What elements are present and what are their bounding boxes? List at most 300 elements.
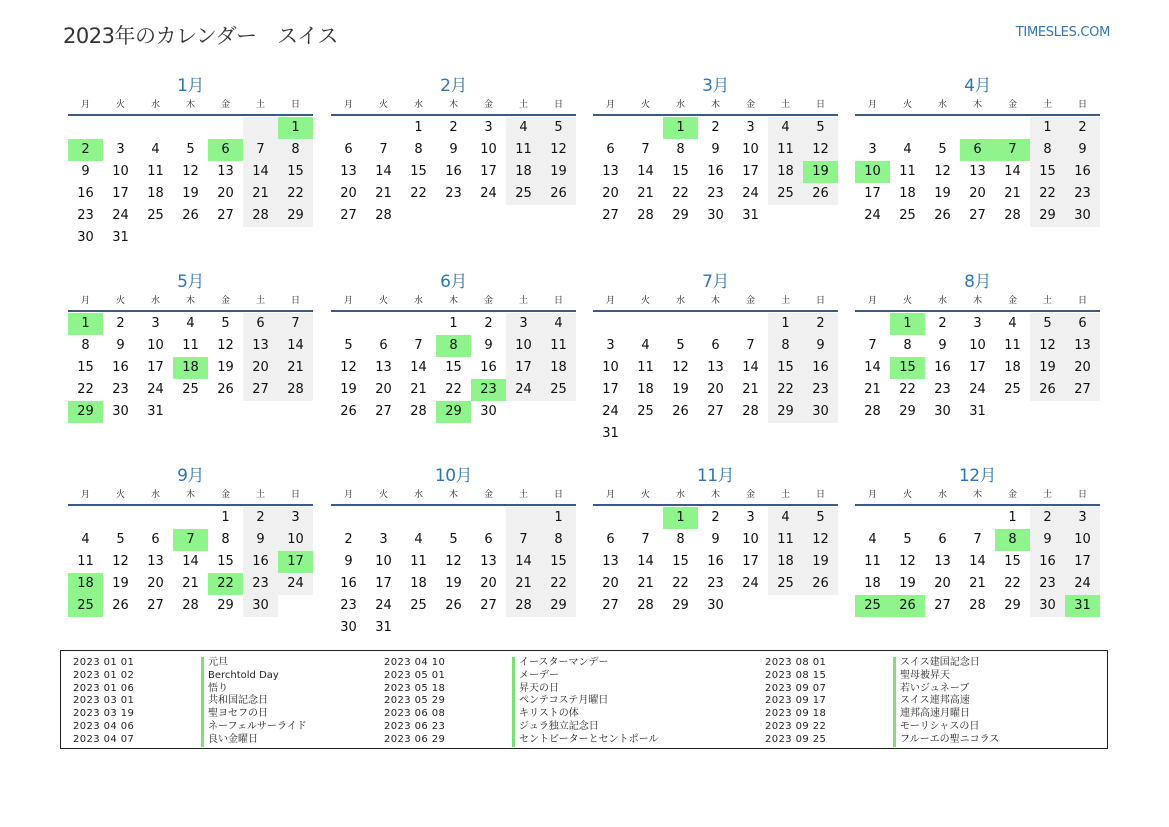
day-cell: 12 <box>541 139 576 161</box>
day-cell: 21 <box>506 573 541 595</box>
day-cell: 23 <box>934 382 951 397</box>
empty-day-cell <box>628 313 663 335</box>
month-divider <box>593 114 838 116</box>
holiday-name: 昇天の日 <box>512 683 559 696</box>
day-grid <box>855 313 1100 423</box>
day-cell: 19 <box>182 186 199 201</box>
weekday-header <box>68 487 313 501</box>
empty-day-cell <box>506 205 541 227</box>
day-cell: 27 <box>243 379 278 401</box>
weekday-header <box>331 97 576 111</box>
day-cell: 9 <box>711 142 720 157</box>
day-cell: 25 <box>768 183 803 205</box>
day-cell: 21 <box>410 382 427 397</box>
empty-day-cell <box>768 595 803 617</box>
day-cell: 19 <box>899 576 916 591</box>
day-cell: 6 <box>484 532 493 547</box>
day-cell: 7 <box>641 532 650 547</box>
day-cell: 9 <box>81 164 90 179</box>
legend-row <box>73 734 307 747</box>
day-cell: 23 <box>112 382 129 397</box>
day-grid <box>593 507 838 617</box>
day-cell: 7 <box>173 529 208 551</box>
day-cell: 26 <box>934 208 951 223</box>
day-cell: 8 <box>1030 139 1065 161</box>
day-cell: 14 <box>742 360 759 375</box>
day-cell: 19 <box>541 161 576 183</box>
day-cell: 7 <box>278 313 313 335</box>
day-cell: 22 <box>768 379 803 401</box>
day-cell: 31 <box>375 620 392 635</box>
holiday-name: ネーフェルサーライド <box>201 721 307 734</box>
day-cell: 24 <box>506 379 541 401</box>
day-cell: 30 <box>803 401 838 423</box>
day-cell: 28 <box>182 598 199 613</box>
day-cell: 10 <box>506 335 541 357</box>
empty-day-cell <box>138 117 173 139</box>
empty-day-cell <box>103 117 138 139</box>
day-cell: 16 <box>934 360 951 375</box>
day-cell: 22 <box>278 183 313 205</box>
weekday-label: 金 <box>483 296 493 306</box>
day-cell: 23 <box>803 379 838 401</box>
day-cell: 24 <box>375 598 392 613</box>
day-cell: 16 <box>1065 161 1100 183</box>
month-block <box>68 271 313 423</box>
day-cell: 22 <box>77 382 94 397</box>
day-grid <box>68 313 313 423</box>
day-cell: 27 <box>340 208 357 223</box>
empty-day-cell <box>331 117 366 139</box>
day-cell: 3 <box>278 507 313 529</box>
day-cell: 13 <box>375 360 392 375</box>
day-cell: 20 <box>969 186 986 201</box>
day-cell: 13 <box>602 164 619 179</box>
weekday-label: 火 <box>115 490 125 500</box>
day-cell: 2 <box>711 120 720 135</box>
day-cell: 26 <box>890 595 925 617</box>
holiday-legend <box>60 650 1108 749</box>
empty-day-cell <box>68 507 103 529</box>
empty-day-cell <box>401 205 436 227</box>
day-cell: 25 <box>855 595 890 617</box>
day-cell: 21 <box>375 186 392 201</box>
day-cell: 15 <box>278 161 313 183</box>
day-cell: 18 <box>1004 360 1021 375</box>
empty-day-cell <box>925 507 960 529</box>
day-cell: 14 <box>410 360 427 375</box>
empty-day-cell <box>366 507 401 529</box>
empty-day-cell <box>698 423 733 445</box>
month-divider <box>855 114 1100 116</box>
weekday-header <box>331 487 576 501</box>
day-cell: 19 <box>445 576 462 591</box>
day-cell: 13 <box>147 554 164 569</box>
empty-day-cell <box>663 423 698 445</box>
holiday-name: セントピーターとセントポール <box>512 734 658 747</box>
weekday-header <box>855 487 1100 501</box>
day-grid <box>593 313 838 445</box>
day-cell: 7 <box>868 338 877 353</box>
day-cell: 22 <box>1030 183 1065 205</box>
day-cell: 26 <box>445 598 462 613</box>
day-cell: 23 <box>707 186 724 201</box>
day-cell: 29 <box>68 401 103 423</box>
legend-row <box>384 657 658 670</box>
day-cell: 24 <box>602 404 619 419</box>
day-cell: 23 <box>243 573 278 595</box>
day-cell: 7 <box>243 139 278 161</box>
day-cell: 5 <box>344 338 353 353</box>
month-title: 11月 <box>696 466 735 486</box>
holiday-name: イースターマンデー <box>512 657 609 670</box>
legend-row <box>765 657 999 670</box>
day-cell: 1 <box>1008 510 1017 525</box>
empty-day-cell <box>1030 401 1065 423</box>
day-cell: 31 <box>969 404 986 419</box>
day-cell: 30 <box>243 595 278 617</box>
weekday-label: 日 <box>553 296 563 306</box>
weekday-label: 金 <box>483 490 493 500</box>
empty-day-cell <box>890 507 925 529</box>
day-cell: 6 <box>243 313 278 335</box>
day-cell: 23 <box>445 186 462 201</box>
weekday-label: 月 <box>343 100 353 110</box>
day-cell: 11 <box>899 164 916 179</box>
day-cell: 15 <box>1030 161 1065 183</box>
day-cell: 10 <box>278 529 313 551</box>
day-cell: 6 <box>1065 313 1100 335</box>
month-block <box>855 75 1100 227</box>
day-cell: 28 <box>410 404 427 419</box>
day-cell: 10 <box>112 164 129 179</box>
day-cell: 8 <box>676 532 685 547</box>
day-cell: 16 <box>707 554 724 569</box>
empty-day-cell <box>208 227 243 249</box>
day-cell: 6 <box>606 532 615 547</box>
month-title: 12月 <box>958 466 997 486</box>
day-cell: 27 <box>602 208 619 223</box>
day-cell: 17 <box>112 186 129 201</box>
weekday-label: 金 <box>1007 490 1017 500</box>
empty-day-cell <box>995 117 1030 139</box>
empty-day-cell <box>768 423 803 445</box>
weekday-label: 火 <box>640 490 650 500</box>
day-cell: 26 <box>112 598 129 613</box>
day-cell: 20 <box>243 357 278 379</box>
day-cell: 7 <box>973 532 982 547</box>
weekday-label: 土 <box>1042 296 1052 306</box>
month-block <box>855 465 1100 617</box>
empty-day-cell <box>628 117 663 139</box>
day-cell: 12 <box>803 529 838 551</box>
day-cell: 3 <box>116 142 125 157</box>
holiday-name: Berchtold Day <box>201 670 279 683</box>
empty-day-cell <box>733 595 768 617</box>
day-cell: 11 <box>768 529 803 551</box>
day-cell: 13 <box>480 554 497 569</box>
day-cell: 22 <box>541 573 576 595</box>
holiday-date: 2023 03 01 <box>73 695 135 707</box>
holiday-name: メーデー <box>512 670 559 683</box>
day-cell: 8 <box>278 139 313 161</box>
weekday-label: 土 <box>255 100 265 110</box>
day-cell: 3 <box>379 532 388 547</box>
day-cell: 3 <box>868 142 877 157</box>
empty-day-cell <box>960 117 995 139</box>
day-cell: 4 <box>868 532 877 547</box>
day-cell: 7 <box>641 142 650 157</box>
day-grid <box>331 313 576 423</box>
day-cell: 21 <box>1004 186 1021 201</box>
day-cell: 4 <box>414 532 423 547</box>
day-cell: 1 <box>449 316 458 331</box>
day-cell: 14 <box>969 554 986 569</box>
day-cell: 4 <box>506 117 541 139</box>
day-cell: 19 <box>803 161 838 183</box>
day-cell: 25 <box>899 208 916 223</box>
day-cell: 13 <box>602 554 619 569</box>
empty-day-cell <box>541 401 576 423</box>
day-cell: 28 <box>278 379 313 401</box>
month-block <box>855 271 1100 423</box>
empty-day-cell <box>471 205 506 227</box>
day-cell: 27 <box>1065 379 1100 401</box>
day-cell: 17 <box>742 164 759 179</box>
day-cell: 30 <box>77 230 94 245</box>
day-cell: 15 <box>890 357 925 379</box>
day-cell: 20 <box>217 186 234 201</box>
weekday-label: 金 <box>220 490 230 500</box>
day-cell: 10 <box>375 554 392 569</box>
day-cell: 25 <box>410 598 427 613</box>
day-cell: 5 <box>541 117 576 139</box>
empty-day-cell <box>243 227 278 249</box>
month-divider <box>331 114 576 116</box>
day-cell: 12 <box>112 554 129 569</box>
day-cell: 11 <box>182 338 199 353</box>
day-cell: 16 <box>243 551 278 573</box>
day-cell: 7 <box>379 142 388 157</box>
day-cell: 14 <box>637 164 654 179</box>
day-cell: 3 <box>506 313 541 335</box>
empty-day-cell <box>803 205 838 227</box>
empty-day-cell <box>173 401 208 423</box>
day-cell: 10 <box>969 338 986 353</box>
month-title: 1月 <box>177 76 204 96</box>
day-cell: 29 <box>217 598 234 613</box>
weekday-label: 金 <box>220 296 230 306</box>
month-block <box>593 75 838 227</box>
day-cell: 12 <box>899 554 916 569</box>
empty-day-cell <box>278 401 313 423</box>
day-cell: 15 <box>217 554 234 569</box>
day-cell: 29 <box>768 401 803 423</box>
weekday-label: 土 <box>255 296 265 306</box>
day-cell: 6 <box>151 532 160 547</box>
holiday-name: キリストの体 <box>512 708 579 721</box>
empty-day-cell <box>103 507 138 529</box>
holiday-name: 悟り <box>201 683 228 696</box>
holiday-name: 共和国記念日 <box>201 695 268 708</box>
day-cell: 31 <box>602 426 619 441</box>
day-grid <box>855 117 1100 227</box>
legend-row <box>384 683 658 696</box>
day-cell: 18 <box>68 573 103 595</box>
weekday-label: 日 <box>815 100 825 110</box>
day-cell: 19 <box>340 382 357 397</box>
weekday-label: 土 <box>518 296 528 306</box>
day-cell: 2 <box>243 507 278 529</box>
holiday-name: ペンテコステ月曜日 <box>512 695 608 708</box>
day-cell: 9 <box>116 338 125 353</box>
weekday-header <box>68 97 313 111</box>
day-cell: 22 <box>899 382 916 397</box>
month-block <box>331 465 576 639</box>
month-block <box>68 465 313 617</box>
day-cell: 27 <box>602 598 619 613</box>
weekday-label: 土 <box>518 490 528 500</box>
day-cell: 31 <box>742 208 759 223</box>
empty-day-cell <box>173 117 208 139</box>
weekday-label: 金 <box>745 296 755 306</box>
empty-day-cell <box>68 117 103 139</box>
empty-day-cell <box>278 227 313 249</box>
day-cell: 21 <box>637 576 654 591</box>
day-cell: 2 <box>68 139 103 161</box>
day-cell: 14 <box>864 360 881 375</box>
weekday-label: 月 <box>80 490 90 500</box>
day-cell: 25 <box>768 573 803 595</box>
month-divider <box>68 310 313 312</box>
day-cell: 28 <box>506 595 541 617</box>
day-cell: 29 <box>1004 598 1021 613</box>
day-cell: 14 <box>182 554 199 569</box>
day-cell: 24 <box>742 186 759 201</box>
day-cell: 22 <box>672 576 689 591</box>
day-cell: 19 <box>1030 357 1065 379</box>
day-cell: 26 <box>1030 379 1065 401</box>
empty-day-cell <box>733 423 768 445</box>
holiday-name: フルーエの聖ニコラス <box>893 734 999 747</box>
holiday-name: 連邦高速月曜日 <box>893 708 970 721</box>
weekday-header <box>855 293 1100 307</box>
day-cell: 19 <box>934 186 951 201</box>
day-cell: 2 <box>344 532 353 547</box>
day-cell: 11 <box>768 139 803 161</box>
empty-day-cell <box>628 507 663 529</box>
month-block <box>593 465 838 617</box>
day-cell: 20 <box>147 576 164 591</box>
day-cell: 29 <box>672 208 689 223</box>
day-cell: 11 <box>637 360 654 375</box>
day-cell: 6 <box>711 338 720 353</box>
empty-day-cell <box>803 595 838 617</box>
day-cell: 4 <box>1008 316 1017 331</box>
empty-day-cell <box>506 617 541 639</box>
month-title: 5月 <box>177 272 204 292</box>
legend-row <box>765 670 999 683</box>
day-cell: 10 <box>147 338 164 353</box>
day-cell: 30 <box>112 404 129 419</box>
weekday-label: 水 <box>937 100 947 110</box>
day-cell: 18 <box>173 357 208 379</box>
day-cell: 9 <box>1065 139 1100 161</box>
day-cell: 1 <box>768 313 803 335</box>
day-cell: 2 <box>484 316 493 331</box>
empty-day-cell <box>1065 401 1100 423</box>
month-title: 4月 <box>964 76 991 96</box>
day-cell: 8 <box>903 338 912 353</box>
holiday-date: 2023 06 08 <box>384 708 446 720</box>
day-cell: 2 <box>1065 117 1100 139</box>
holiday-date: 2023 09 17 <box>765 695 827 707</box>
day-cell: 23 <box>707 576 724 591</box>
day-cell: 30 <box>1030 595 1065 617</box>
day-cell: 19 <box>112 576 129 591</box>
day-cell: 30 <box>340 620 357 635</box>
day-cell: 13 <box>217 164 234 179</box>
day-cell: 28 <box>969 598 986 613</box>
day-cell: 25 <box>68 595 103 617</box>
site-link[interactable]: TIMESLES.COM <box>1015 25 1110 40</box>
weekday-label: 水 <box>413 490 423 500</box>
day-grid <box>331 117 576 227</box>
day-cell: 28 <box>742 404 759 419</box>
day-cell: 27 <box>480 598 497 613</box>
weekday-label: 土 <box>780 100 790 110</box>
legend-row <box>384 721 658 734</box>
empty-day-cell <box>855 507 890 529</box>
legend-row <box>73 657 307 670</box>
day-cell: 20 <box>707 382 724 397</box>
day-cell: 18 <box>506 161 541 183</box>
day-cell: 16 <box>340 576 357 591</box>
month-block <box>68 75 313 249</box>
day-cell: 14 <box>637 554 654 569</box>
empty-day-cell <box>278 595 313 617</box>
day-cell: 27 <box>147 598 164 613</box>
day-cell: 30 <box>1065 205 1100 227</box>
day-cell: 3 <box>746 510 755 525</box>
weekday-label: 木 <box>972 100 982 110</box>
weekday-label: 月 <box>343 296 353 306</box>
day-cell: 11 <box>1004 338 1021 353</box>
day-cell: 12 <box>445 554 462 569</box>
day-cell: 15 <box>541 551 576 573</box>
day-grid <box>855 507 1100 617</box>
weekday-label: 水 <box>150 296 160 306</box>
day-cell: 12 <box>803 139 838 161</box>
day-cell: 8 <box>436 335 471 357</box>
day-cell: 23 <box>77 208 94 223</box>
empty-day-cell <box>541 617 576 639</box>
day-cell: 10 <box>480 142 497 157</box>
day-cell: 26 <box>803 573 838 595</box>
day-cell: 24 <box>1065 573 1100 595</box>
day-cell: 3 <box>973 316 982 331</box>
empty-day-cell <box>401 507 436 529</box>
day-cell: 2 <box>449 120 458 135</box>
holiday-date: 2023 01 01 <box>73 657 135 668</box>
month-divider <box>68 504 313 506</box>
legend-row <box>384 708 658 721</box>
month-title: 10月 <box>434 466 473 486</box>
empty-day-cell <box>436 507 471 529</box>
day-cell: 13 <box>340 164 357 179</box>
day-cell: 28 <box>243 205 278 227</box>
day-cell: 17 <box>742 554 759 569</box>
